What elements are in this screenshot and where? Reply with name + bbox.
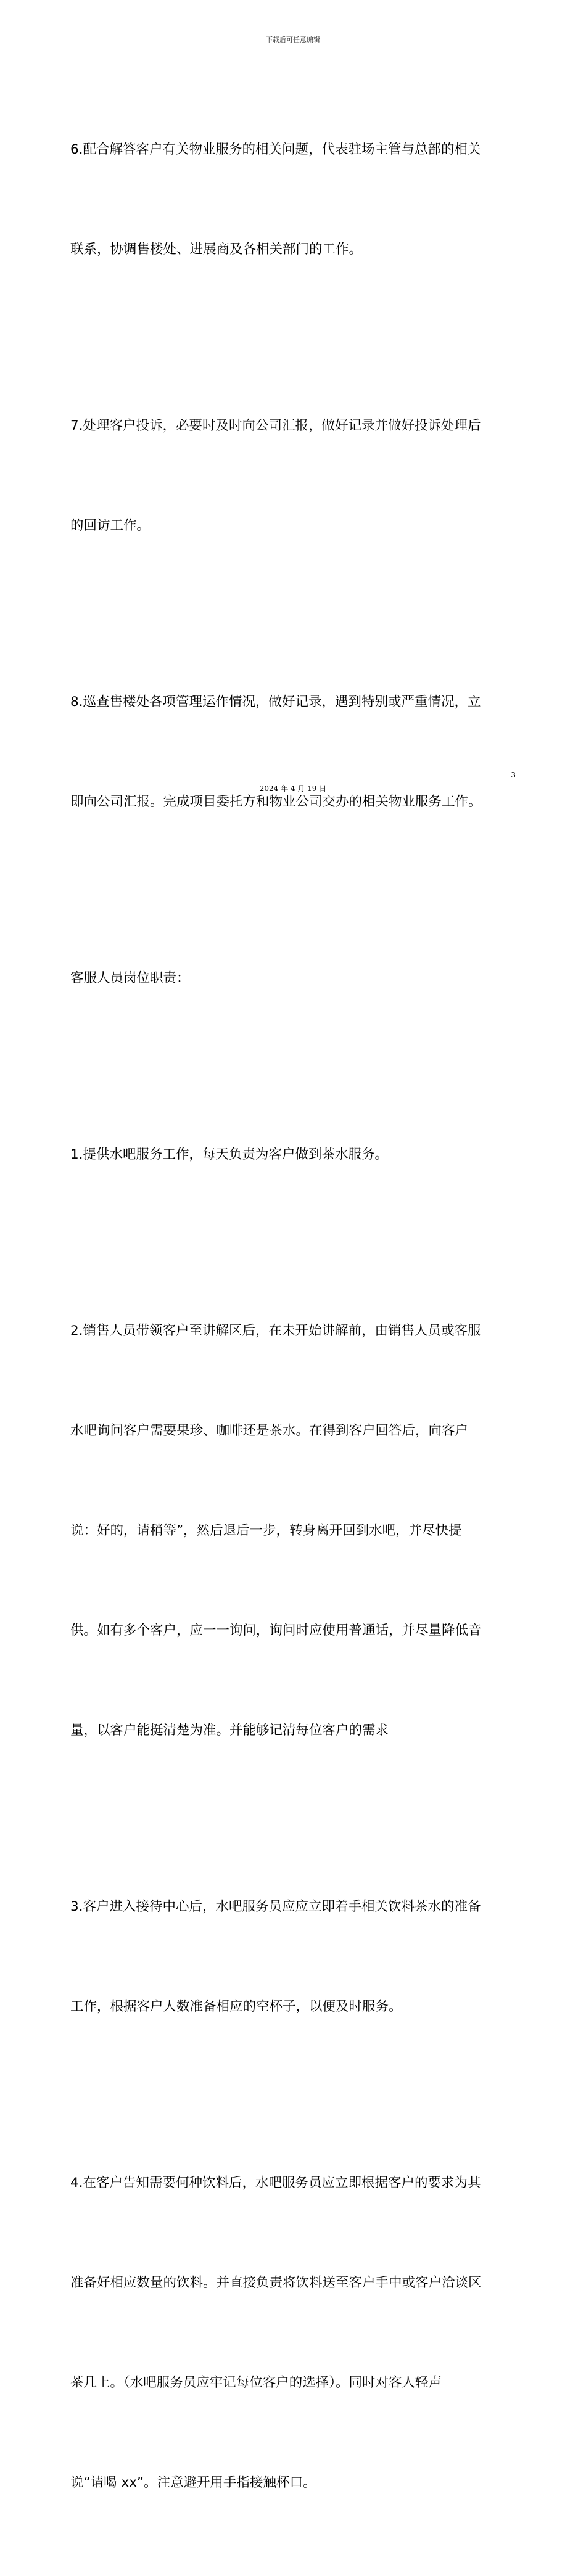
text-line: 量，以客户能挺清楚为准。并能够记清每位客户的需求 [70,1723,389,1738]
text-line: 茶几上。（水吧服务员应牢记每位客户的选择）。同时对客人轻声 [70,2375,442,2390]
duty-item-2 [70,1248,517,1814]
text-line: 的回访工作。 [70,518,151,533]
text-line: 工作，根据客户人数准备相应的空杯子，以便及时服务。 [70,1999,402,2014]
text-line: 说“请喝 xx”。注意避开用手指接触杯口。 [70,2475,316,2490]
section-heading [70,895,517,1062]
text-line: 3.客户进入接待中心后，水吧服务员应应立即着手相关饮料茶水的准备 [70,1899,481,1914]
header-note: 下载后可任意编辑 [266,36,320,44]
page-number: 3 [511,771,516,779]
text-line: 8.巡查售楼处各项管理运作情况，做好记录，遇到特别或严重情况，立 [70,694,481,710]
text-line: 准备好相应数量的饮料。并直接负责将饮料送至客户手中或客户洽谈区 [70,2275,482,2291]
text-line: 供。如有多个客户，应一一询问，询问时应使用普通话，并尽量降低音 [70,1623,482,1638]
duty-item-4 [70,2100,517,2566]
text-line: 1.提供水吧服务工作，每天负责为客户做到茶水服务。 [70,1147,389,1162]
text-line: 7.处理客户投诉，必要时及时向公司汇报，做好记录并做好投诉处理后 [70,418,481,433]
footer-date: 2024 年 4 月 19 日 [259,784,327,793]
text-line: 说：好的，请稍等”，然后退后一步，转身离开回到水吧，并尽快提 [70,1523,462,1538]
duty-item-3 [70,1824,517,2090]
heading-text: 客服人员岗位职责： [70,970,190,986]
text-line: 6.配合解答客户有关物业服务的相关问题，代表驻场主管与总部的相关 [70,142,481,157]
text-line: 联系，协调售楼处、进展商及各相关部门的工作。 [70,242,363,257]
paragraph-item-7 [70,343,517,609]
paragraph-item-8 [70,619,517,885]
document-body [70,67,517,2576]
text-line: 水吧询问客户需要果珍、咖啡还是茶水。在得到客户回答后，向客户 [70,1423,469,1438]
paragraph-item-6 [70,67,517,333]
text-line: 2.销售人员带领客户至讲解区后，在未开始讲解前，由销售人员或客服 [70,1323,481,1339]
text-line: 4.在客户告知需要何种饮料后，水吧服务员应立即根据客户的要求为其 [70,2175,481,2191]
duty-item-1 [70,1072,517,1238]
text-line: 即向公司汇报。完成项目委托方和物业公司交办的相关物业服务工作。 [70,794,482,810]
